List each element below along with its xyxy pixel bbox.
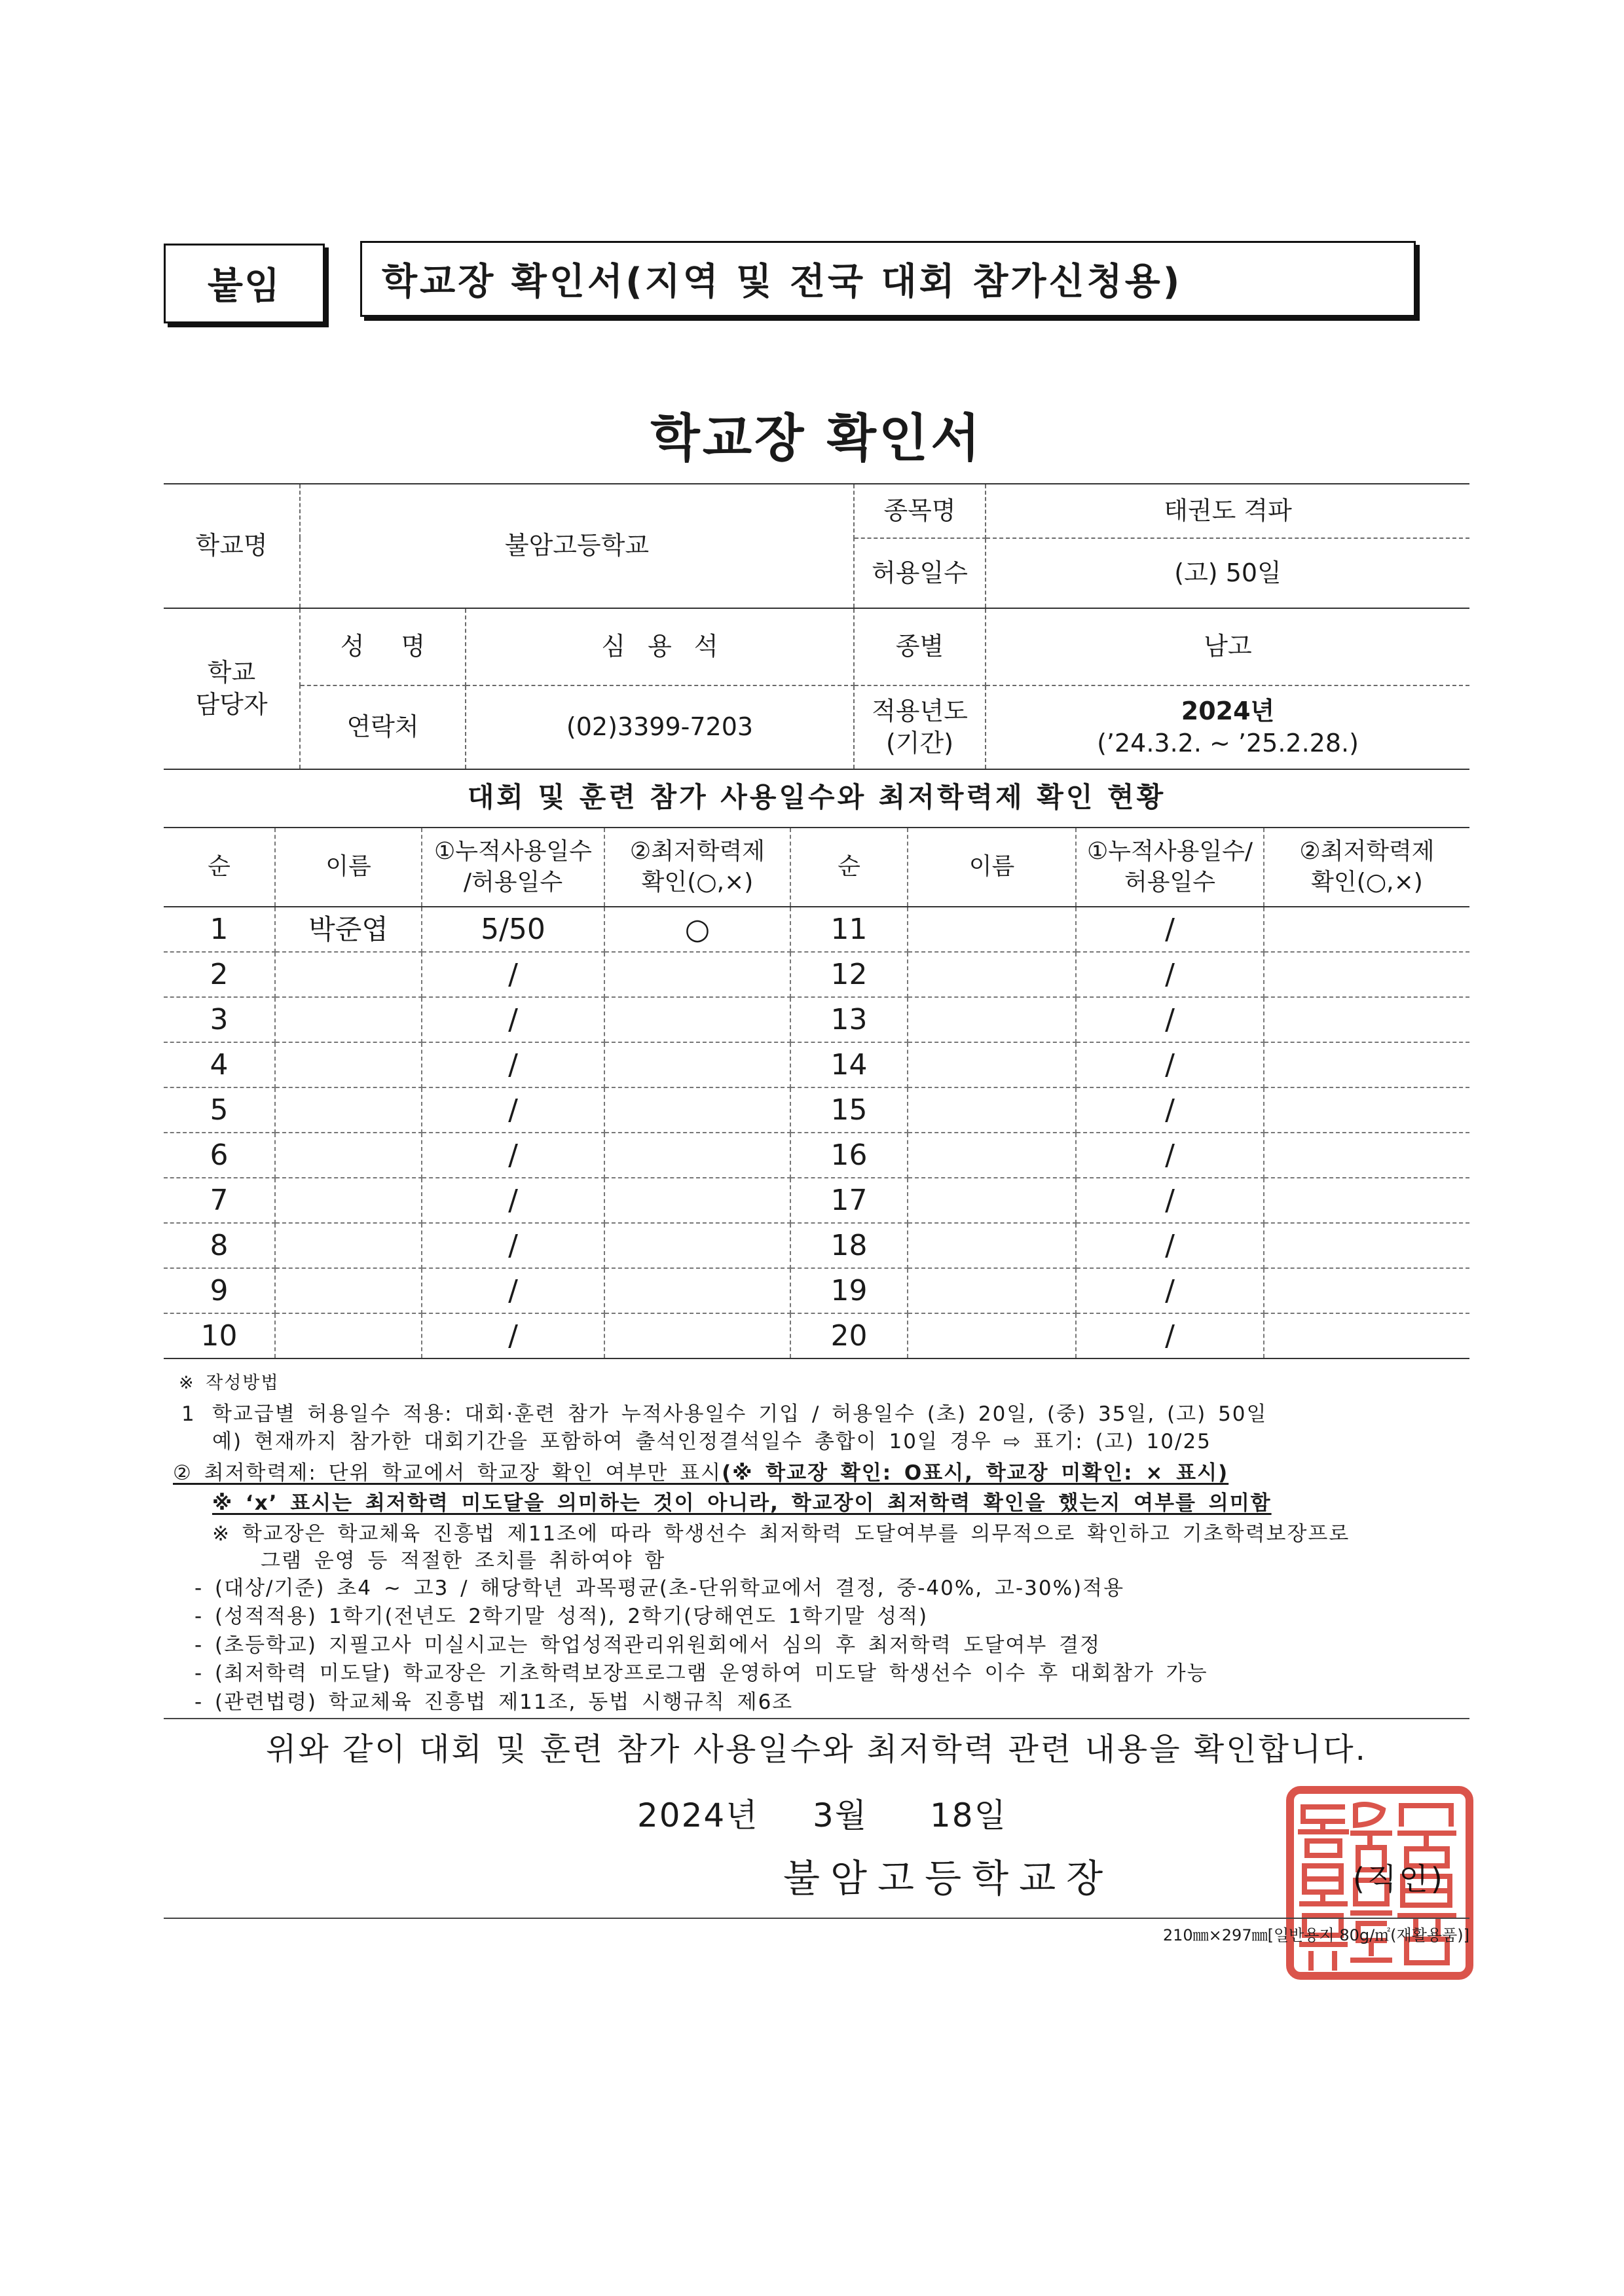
school-type-label: 종별: [854, 608, 986, 685]
academic-check-cell: [1264, 1223, 1469, 1268]
notes-divider: [164, 1718, 1469, 1719]
applied-year-value: [986, 685, 1469, 769]
header-days-used: [1076, 828, 1264, 907]
note-item1-example: 예) 현재까지 참가한 대회기간을 포함하여 출석인정결석일수 총합이 10일 경우 ⇨ 표기: (고) 10/25: [212, 1430, 1211, 1453]
days-used-cell: /: [1076, 1268, 1264, 1313]
row-number-cell: 3: [164, 997, 275, 1042]
student-name-cell: [275, 1133, 422, 1178]
academic-check-cell: [1264, 907, 1469, 952]
header-days-used-line1: ①누적사용일수: [434, 837, 592, 865]
academic-check-cell: [604, 1087, 790, 1133]
school-info-table: [164, 483, 1469, 770]
tally-header-row: [164, 828, 1469, 907]
academic-check-cell: [1264, 1133, 1469, 1178]
academic-check-cell: [604, 1178, 790, 1223]
applied-period: (’24.3.2. ~ ’25.2.28.): [1097, 729, 1359, 757]
note-bullet: - (대상/기준) 초4 ~ 고3 / 해당학년 과목평균(초-단위학교에서 결정, 중-40%, 고-30%)적용: [194, 1576, 1125, 1600]
header-days-used-line2: 허용일수: [1124, 868, 1216, 896]
note-item2: [173, 1460, 1228, 1486]
principal-signature: 불암고등학교장: [783, 1856, 1114, 1901]
attachment-label: 붙임: [164, 244, 325, 323]
academic-check-cell: [604, 1133, 790, 1178]
note-item1: 학교급별 허용일수 적용: 대회·훈련 참가 누적사용일수 기입 / 허용일수 (초) 20일, (중) 35일, (고) 50일: [212, 1402, 1268, 1426]
note-item1-marker: 1: [181, 1402, 196, 1426]
school-type-value: 남고: [986, 608, 1469, 685]
row-number-cell: 17: [790, 1178, 908, 1223]
student-name-cell: [908, 1042, 1076, 1087]
days-used-cell: /: [1076, 1087, 1264, 1133]
student-name-cell: [908, 952, 1076, 997]
row-number-cell: 18: [790, 1223, 908, 1268]
academic-check-cell: [1264, 952, 1469, 997]
days-used-cell: /: [422, 1042, 604, 1087]
note-item2-marking-rule: (※ 학교장 확인: O표시, 학교장 미확인: × 표시): [722, 1461, 1229, 1485]
academic-check-cell: [604, 1042, 790, 1087]
academic-check-cell: [1264, 1042, 1469, 1087]
row-number-cell: 19: [790, 1268, 908, 1313]
tally-row: [164, 1223, 1469, 1268]
row-number-cell: 13: [790, 997, 908, 1042]
note-bullet: - (최저학력 미도달) 학교장은 기초학력보장프로그램 운영하여 미도달 학생선수 이수 후 대회참가 가능: [194, 1662, 1208, 1685]
row-number-cell: 5: [164, 1087, 275, 1133]
date-day: 18일: [930, 1796, 1007, 1834]
applied-period-label-line2: (기간): [885, 729, 954, 757]
tally-row: [164, 1087, 1469, 1133]
header-days-used-line2: /허용일수: [463, 868, 563, 896]
days-used-cell: /: [1076, 997, 1264, 1042]
row-number-cell: 7: [164, 1178, 275, 1223]
days-used-cell: /: [422, 1178, 604, 1223]
days-used-cell: /: [1076, 1313, 1264, 1358]
days-used-cell: /: [1076, 1223, 1264, 1268]
days-used-cell: 5/50: [422, 907, 604, 952]
student-name-cell: [908, 1313, 1076, 1358]
date-year: 2024년: [637, 1796, 759, 1834]
days-used-cell: /: [422, 1313, 604, 1358]
academic-check-cell: [1264, 1313, 1469, 1358]
academic-check-cell: [1264, 1268, 1469, 1313]
row-number-cell: 15: [790, 1087, 908, 1133]
row-number-cell: 8: [164, 1223, 275, 1268]
applied-year-label-line1: 적용년도: [872, 696, 968, 725]
header-academic-check: [1264, 828, 1469, 907]
tally-body: [164, 907, 1469, 1358]
student-name-cell: [275, 952, 422, 997]
official-seal: [1285, 1785, 1475, 1981]
header-number: 순: [164, 828, 275, 907]
applied-year: 2024년: [1181, 696, 1275, 725]
manager-name-label: 성 명: [300, 608, 466, 685]
student-name-cell: [275, 997, 422, 1042]
contact-value: (02)3399-7203: [466, 685, 854, 769]
school-manager-label-line1: 학교: [207, 657, 256, 687]
form-header-title-text: 학교장 확인서(지역 및 전국 대회 참가신청용): [382, 261, 1183, 303]
row-number-cell: 20: [790, 1313, 908, 1358]
note-item2-text: ② 최저학력제: 단위 학교에서 학교장 확인 여부만 표시: [173, 1461, 722, 1485]
days-used-cell: /: [422, 1133, 604, 1178]
student-name-cell: [908, 1133, 1076, 1178]
note-bullet: - (관련법령) 학교체육 진흥법 제11조, 동법 시행규칙 제6조: [194, 1690, 794, 1714]
info-row-contact: [164, 685, 1469, 769]
header-days-used: [422, 828, 604, 907]
document-title: 학교장 확인서: [650, 409, 983, 468]
row-number-cell: 14: [790, 1042, 908, 1087]
school-manager-label: [164, 608, 300, 769]
sport-label: 종목명: [854, 484, 986, 538]
row-number-cell: 16: [790, 1133, 908, 1178]
academic-check-cell: [1264, 1087, 1469, 1133]
school-manager-label-line2: 담당자: [195, 690, 268, 719]
academic-check-cell: [1264, 997, 1469, 1042]
academic-check-cell: [604, 1268, 790, 1313]
student-name-cell: [275, 1223, 422, 1268]
academic-check-cell: [604, 1313, 790, 1358]
section-title: 대회 및 훈련 참가 사용일수와 최저학력제 확인 현황: [467, 781, 1166, 813]
student-name-cell: [908, 997, 1076, 1042]
days-used-cell: /: [422, 1268, 604, 1313]
student-name-cell: [908, 1178, 1076, 1223]
student-name-cell: 박준엽: [275, 907, 422, 952]
row-number-cell: 10: [164, 1313, 275, 1358]
form-header-title: [360, 241, 1416, 317]
applied-year-label: [854, 685, 986, 769]
student-name-cell: [908, 1087, 1076, 1133]
tally-row: [164, 1178, 1469, 1223]
days-used-cell: /: [422, 997, 604, 1042]
row-number-cell: 2: [164, 952, 275, 997]
allowed-days-label: 허용일수: [854, 538, 986, 608]
school-name-label: 학교명: [164, 484, 300, 608]
notes-heading: ※ 작성방법: [179, 1373, 280, 1393]
academic-check-cell: [604, 997, 790, 1042]
header-academic-check-line2: 확인(○,×): [1311, 868, 1423, 896]
student-name-cell: [275, 1087, 422, 1133]
academic-check-cell: [604, 952, 790, 997]
student-name-cell: [275, 1042, 422, 1087]
tally-row: [164, 952, 1469, 997]
row-number-cell: 12: [790, 952, 908, 997]
confirmation-statement: 위와 같이 대회 및 훈련 참가 사용일수와 최저학력 관련 내용을 확인합니다.: [266, 1731, 1367, 1768]
days-used-cell: /: [1076, 1042, 1264, 1087]
participation-tally-table: [164, 827, 1469, 1359]
days-used-cell: /: [422, 1223, 604, 1268]
tally-row: [164, 1313, 1469, 1358]
note-item2-emphasis: ※ ‘x’ 표시는 최저학력 미도달을 의미하는 것이 아니라, 학교장이 최저학력 확인을 했는지 여부를 의미함: [212, 1491, 1272, 1515]
header-academic-check-line1: ②최저학력제: [1299, 837, 1435, 865]
seal-label: (직인): [1353, 1861, 1445, 1897]
days-used-cell: /: [422, 1087, 604, 1133]
academic-check-cell: ○: [604, 907, 790, 952]
header-academic-check-line2: 확인(○,×): [641, 868, 754, 896]
academic-check-cell: [604, 1223, 790, 1268]
note-bullet: - (성적적용) 1학기(전년도 2학기말 성적), 2학기(당해연도 1학기말 성적): [194, 1605, 929, 1628]
note-bullet: - (초등학교) 지필고사 미실시교는 학업성적관리위원회에서 심의 후 최저학력 도달여부 결정: [194, 1633, 1101, 1657]
row-number-cell: 1: [164, 907, 275, 952]
row-number-cell: 11: [790, 907, 908, 952]
days-used-cell: /: [422, 952, 604, 997]
tally-row: [164, 1042, 1469, 1087]
tally-row: [164, 1268, 1469, 1313]
days-used-cell: /: [1076, 952, 1264, 997]
header-days-used-line1: ①누적사용일수/: [1086, 837, 1253, 865]
student-name-cell: [275, 1313, 422, 1358]
info-row-manager-name: [164, 608, 1469, 685]
info-row-sport: [164, 484, 1469, 538]
header-name: 이름: [275, 828, 422, 907]
tally-row: [164, 997, 1469, 1042]
header-number: 순: [790, 828, 908, 907]
header-academic-check-line1: ②최저학력제: [629, 837, 766, 865]
date-month: 3월: [813, 1796, 868, 1834]
tally-row: [164, 1133, 1469, 1178]
academic-check-cell: [1264, 1178, 1469, 1223]
header-name: 이름: [908, 828, 1076, 907]
student-name-cell: [275, 1178, 422, 1223]
sport-value: 태권도 격파: [986, 484, 1469, 538]
row-number-cell: 4: [164, 1042, 275, 1087]
row-number-cell: 9: [164, 1268, 275, 1313]
paper-spec: 210㎜×297㎜[일반용지 80g/㎡(재활용품)]: [1162, 1926, 1469, 1944]
days-used-cell: /: [1076, 1133, 1264, 1178]
manager-name-value: 심 용 석: [466, 608, 854, 685]
header-academic-check: [604, 828, 790, 907]
note-law-line1: ※ 학교장은 학교체육 진흥법 제11조에 따라 학생선수 최저학력 도달여부를 의무적으로 확인하고 기초학력보장프로: [212, 1522, 1350, 1546]
allowed-days-value: (고) 50일: [986, 538, 1469, 608]
student-name-cell: [275, 1268, 422, 1313]
row-number-cell: 6: [164, 1133, 275, 1178]
note-law-line2: 그램 운영 등 적절한 조치를 취하여야 함: [261, 1549, 666, 1573]
contact-label: 연락처: [300, 685, 466, 769]
student-name-cell: [908, 1223, 1076, 1268]
student-name-cell: [908, 907, 1076, 952]
footer-divider: [164, 1918, 1469, 1919]
days-used-cell: /: [1076, 1178, 1264, 1223]
school-name-value: 불암고등학교: [300, 484, 854, 608]
tally-row: [164, 907, 1469, 952]
days-used-cell: /: [1076, 907, 1264, 952]
student-name-cell: [908, 1268, 1076, 1313]
